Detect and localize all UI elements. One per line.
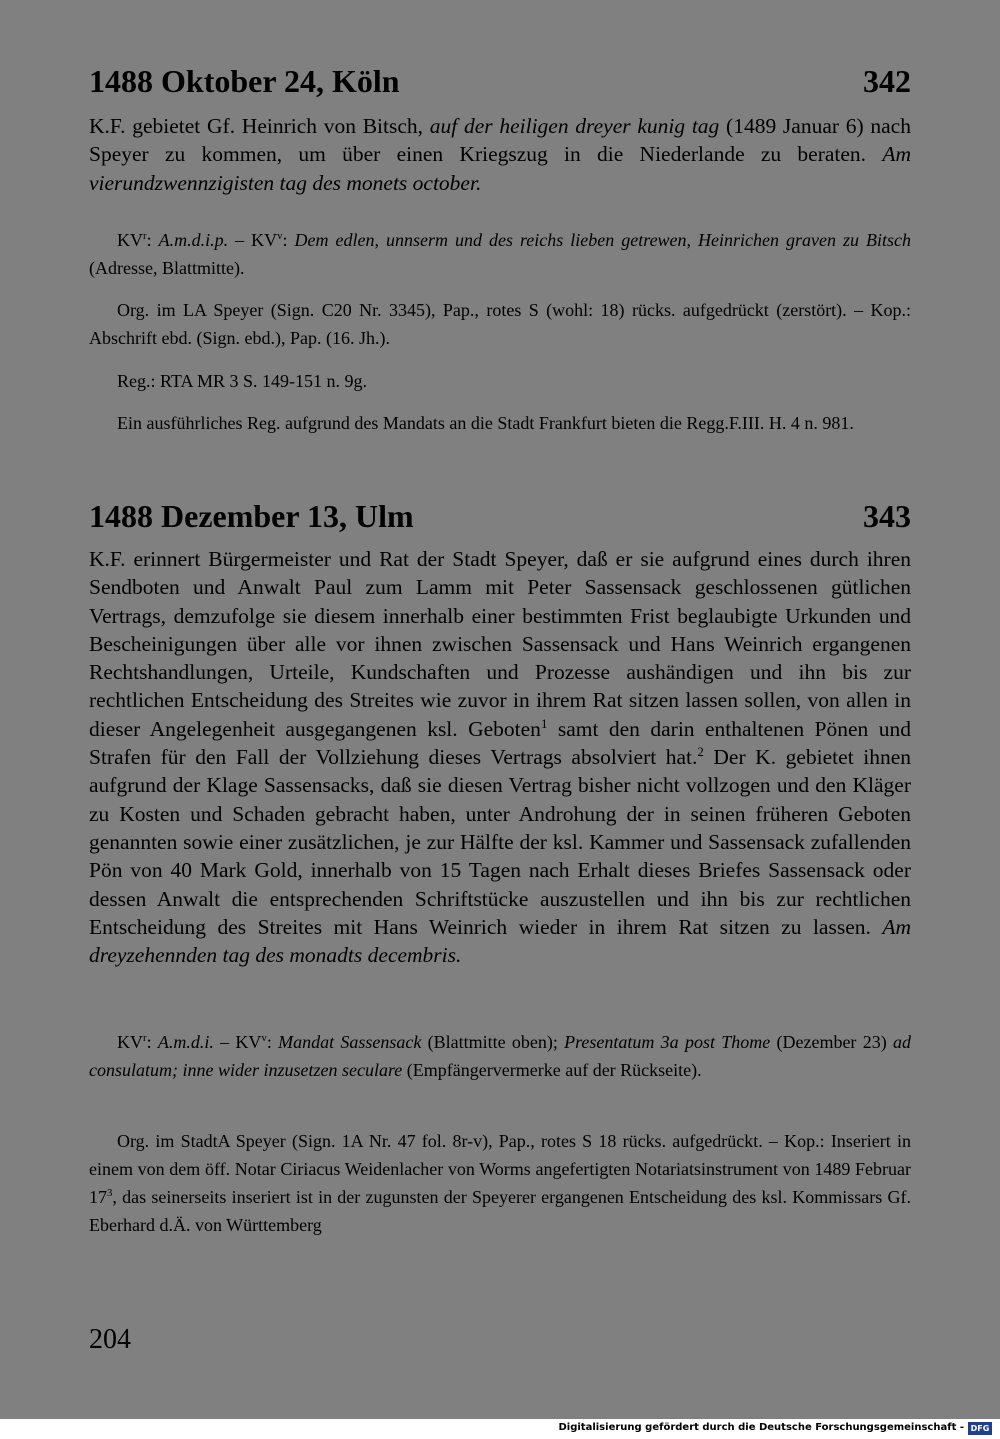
entry-regest-342: K.F. gebietet Gf. Heinrich von Bitsch, auf der heiligen dreyer kunig tag (1489 Januar 6) nach Speyer zu kommen, um über einen Kriegszug in die Niederlande zu beraten. Am vierundzwennzigisten tag des monets october. [89,114,911,195]
footer-credit: Digitalisierung gefördert durch die Deutsche Forschungsgemeinschaft - [558,1422,964,1433]
entry-heading-342 [89,64,911,98]
entry-note-kv-342: $KV^r$: A.m.d.i.p. – $KV^v$: Dem edlen, unnserm und des reichs lieben getrewen, Heinrichen graven zu Bitsch (Adresse, Blattmitte). [89,230,911,278]
entry-number: 342 [863,63,911,99]
entry-number: 343 [863,498,911,534]
footnote-ref: 3 [107,1187,113,1199]
entry-note-ref-342: Ein ausführliches Reg. aufgrund des Mandats an die Stadt Frankfurt bieten die Regg.F.III. H. 4 n. 981. [117,413,854,433]
dfg-logo-icon: DFG [968,1422,992,1435]
entry-note-org-343: Org. im StadtA Speyer (Sign. 1A Nr. 47 fol. 8r-v), Pap., rotes S 18 rücks. aufgedrückt. – Kop.: Inseriert in einem von dem öff. Notar Ciriacus Weidenlacher von Worms angefertigten Notariatsinstrument von 1489 Februar $17^3$, das seinerseits inseriert ist in der zugunsten der Speyerer ergangenen Entscheidung des ksl. Kommissars Gf. Eberhard d.Ä. von Württemberg [89,1131,911,1235]
footnote-ref: 1 [540,716,548,731]
entry-date-place: 1488 Dezember 13, Ulm [89,498,414,534]
page-number: 204 [89,1324,131,1355]
entry-note-reg-342: Reg.: RTA MR 3 S. 149-151 n. 9g. [117,371,367,391]
entry-regest-343: K.F. erinnert Bürgermeister und Rat der Stadt Speyer, daß er sie aufgrund eines durch ihren Sendboten und Anwalt Paul zum Lamm mit Peter Sassensack geschlossenen gütlichen Vertrags, demzufolge sie diesem innerhalb einer bestimmten Frist beglaubigte Urkunden und Bescheinigungen über alle vor ihnen zwischen Sassensack und Hans Weinrich ergangenen Rechtshandlungen, Urteile, Kundschaften und Prozesse aushändigen und ihn bis zur rechtlichen Entscheidung des Streites wie zuvor in ihrem Rat sitzen lassen sollen, von allen in dieser Angelegenheit ausgegangenen ksl. Geboten$^1$ samt den darin enthaltenen Pönen und Strafen für den Fall der Vollziehung dieses Vertrags absolviert hat.$^2$ Der K. gebietet ihnen aufgrund der Klage Sassensacks, daß sie diesen Vertrag bisher nicht vollzogen und den Kläger zu Kosten und Schaden gebracht haben, unter Androhung der in seinen früheren Geboten genannten sowie einer zusätzlichen, je zur Hälfte der ksl. Kammer und Sassensack zufallenden Pön von 40 Mark Gold, innerhalb von 15 Tagen nach Erhalt dieses Briefes Sassensack oder dessen Anwalt die entsprechenden Schriftstücke auszustellen und ihn bis zur rechtlichen Entscheidung des Streites mit Hans Weinrich wieder in ihrem Rat sitzen zu lassen. Am dreyzehennden tag des monadts decembris. [89,547,911,968]
digitization-footer [0,1419,1000,1439]
footnote-ref: 2 [697,744,704,759]
entry-heading-343 [89,499,911,533]
entry-date-place: 1488 Oktober 24, Köln [89,63,400,99]
entry-note-kv-343: $KV^r$: A.m.d.i. – $KV^v$: Mandat Sassensack (Blattmitte oben); Presentatum 3a post Thome (Dezember 23) ad consulatum; inne wider inzusetzen seculare (Empfängervermerke auf der Rückseite). [89,1032,911,1080]
entry-note-org-342: Org. im LA Speyer (Sign. C20 Nr. 3345), Pap., rotes S (wohl: 18) rücks. aufgedrückt (zerstört). – Kop.: Abschrift ebd. (Sign. ebd.), Pap. (16. Jh.). [89,300,911,348]
